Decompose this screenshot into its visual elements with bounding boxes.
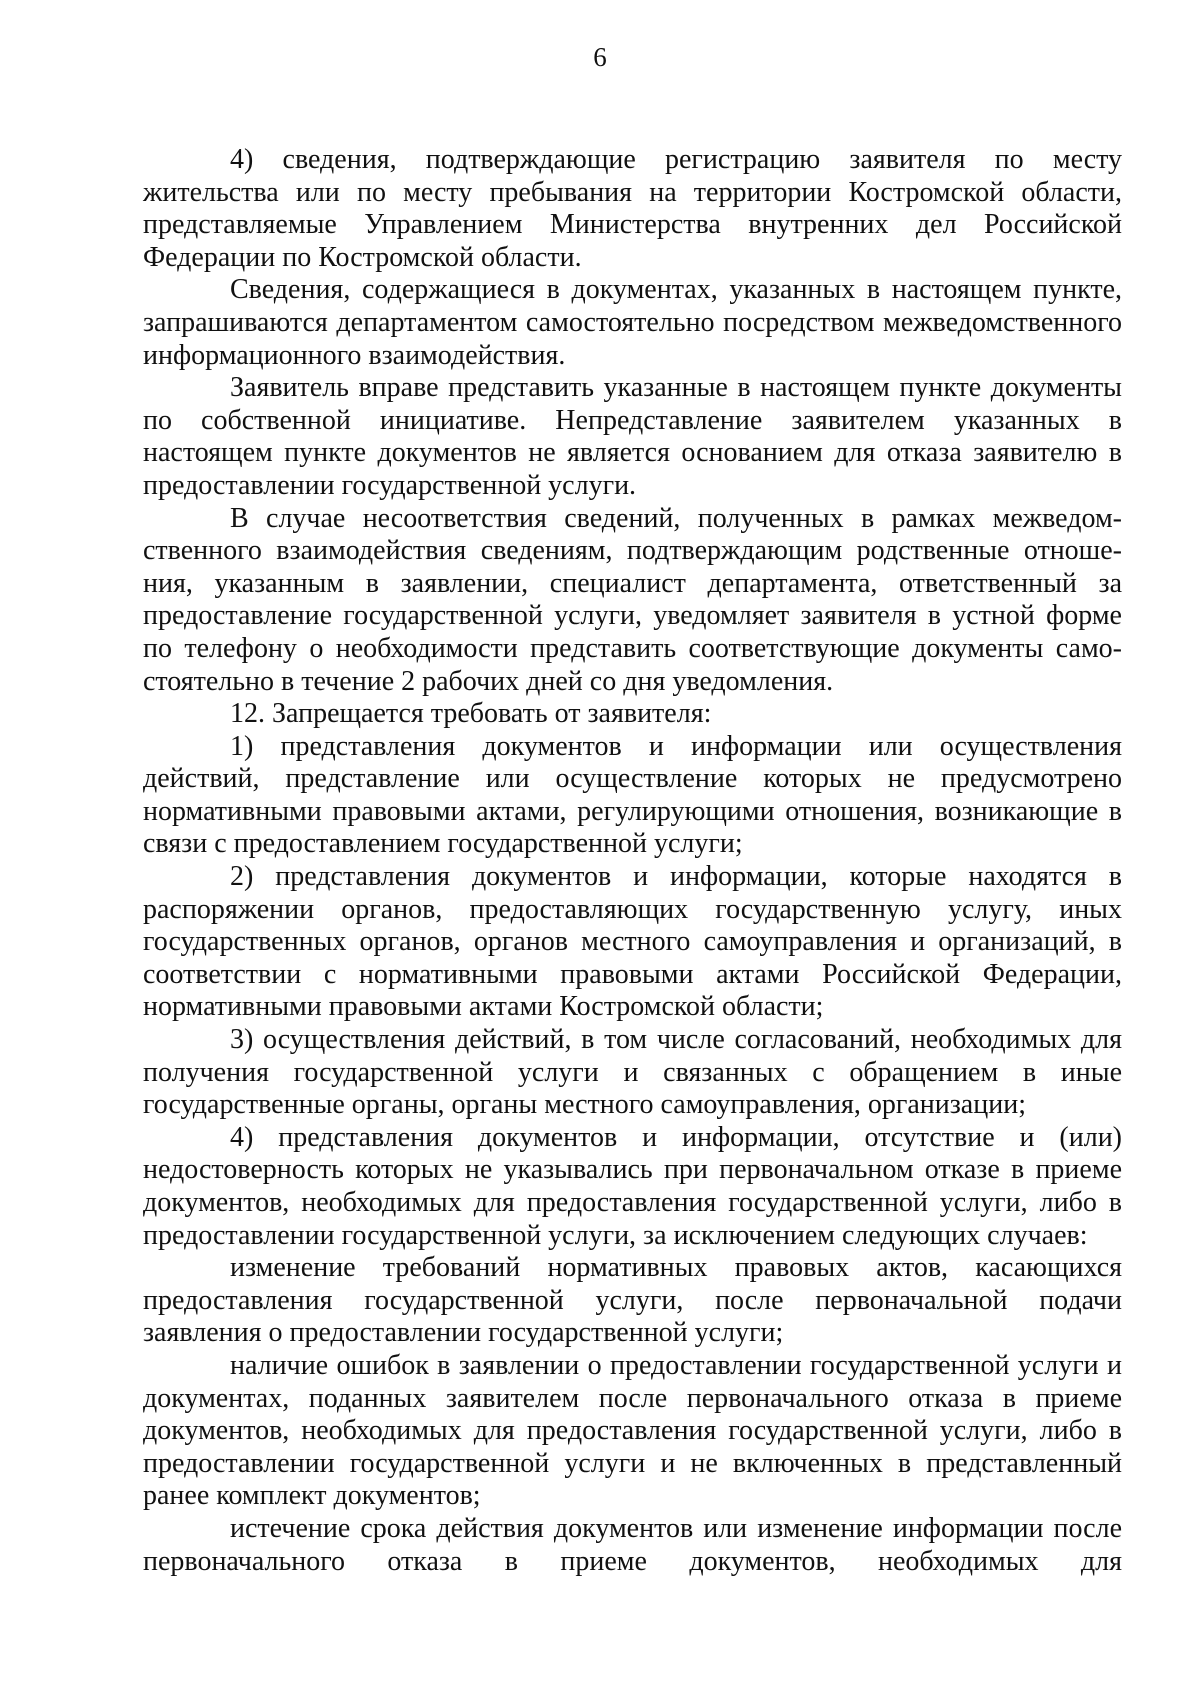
page-number: 6 (593, 42, 607, 72)
document-body (143, 144, 1122, 1578)
paragraph-exception-errors: наличие ошибок в заявлении о предоставлении государственной услуги и документах, поданных заявителем после первоначального отказа в приеме документов, необходимых для предоставления государственной услуги, либо в предоставлении государственной услуги и не включенных в представленный ранее комплект документов; (143, 1349, 1122, 1512)
paragraph-prohibition-1: 1) представления документов и информации или осуществления действий, представление или осуществление которых не предусмотрено нормативными правовыми актами, регулирующими отношения, возникающие в связи с предоставлением государственной услуги; (143, 730, 1122, 860)
paragraph-exception-expiration: истечение срока действия документов или изменение информации после первоначального отказа в приеме документов, необходимых для (143, 1512, 1122, 1577)
paragraph-discrepancy-notification: В случае несоответствия сведений, полученных в рамках межведомственного взаимодействия сведениям, подтверждающим родственные отношения, указанным в заявлении, специалист департамента, ответственный за предоставление государственной услуги, уведомляет заявителя в устной форме по телефону о необходимости представить соответствующие документы самостоятельно в течение 2 рабочих дней со дня уведомления. (143, 502, 1122, 697)
paragraph-prohibition-4: 4) представления документов и информации, отсутствие и (или) недостоверность которых не указывались при первоначальном отказе в приеме документов, необходимых для предоставления государственной услуги, либо в предоставлении государственной услуги, за исключением следующих случаев: (143, 1121, 1122, 1251)
paragraph-interagency-request: Сведения, содержащиеся в документах, указанных в настоящем пункте, запрашиваются департаментом самостоятельно посредством межведомственного информационного взаимодействия. (143, 274, 1122, 371)
paragraph-item-4-residence-registration: 4) сведения, подтверждающие регистрацию заявителя по месту жительства или по месту пребывания на территории Костромской области, представляемые Управлением Министерства внутренних дел Российской Федерации по Костромской области. (143, 144, 1122, 273)
paragraph-own-initiative: Заявитель вправе представить указанные в настоящем пункте документы по собственной инициативе. Непредставление заявителем указанных в настоящем пункте документов не является основанием для отказа заявителю в предоставлении государственной услуги. (143, 372, 1122, 501)
paragraph-prohibition-2: 2) представления документов и информации, которые находятся в распоряжении органов, предоставляющих государственную услугу, иных государственных органов, органов местного самоуправления и организаций, в соответствии с нормативными правовыми актами Российской Федерации, нормативными правовыми актами Костромской области; (143, 861, 1122, 1023)
paragraph-clause-12-heading: 12. Запрещается требовать от заявителя: (230, 698, 712, 730)
paragraph-exception-requirements-change: изменение требований нормативных правовых актов, касающихся предоставления государственной услуги, после первоначальной подачи заявления о предоставлении государственной услуги; (143, 1252, 1122, 1349)
paragraph-prohibition-3: 3) осуществления действий, в том числе согласований, необходимых для получения государственной услуги и связанных с обращением в иные государственные органы, органы местного самоуправления, организации; (143, 1024, 1122, 1121)
